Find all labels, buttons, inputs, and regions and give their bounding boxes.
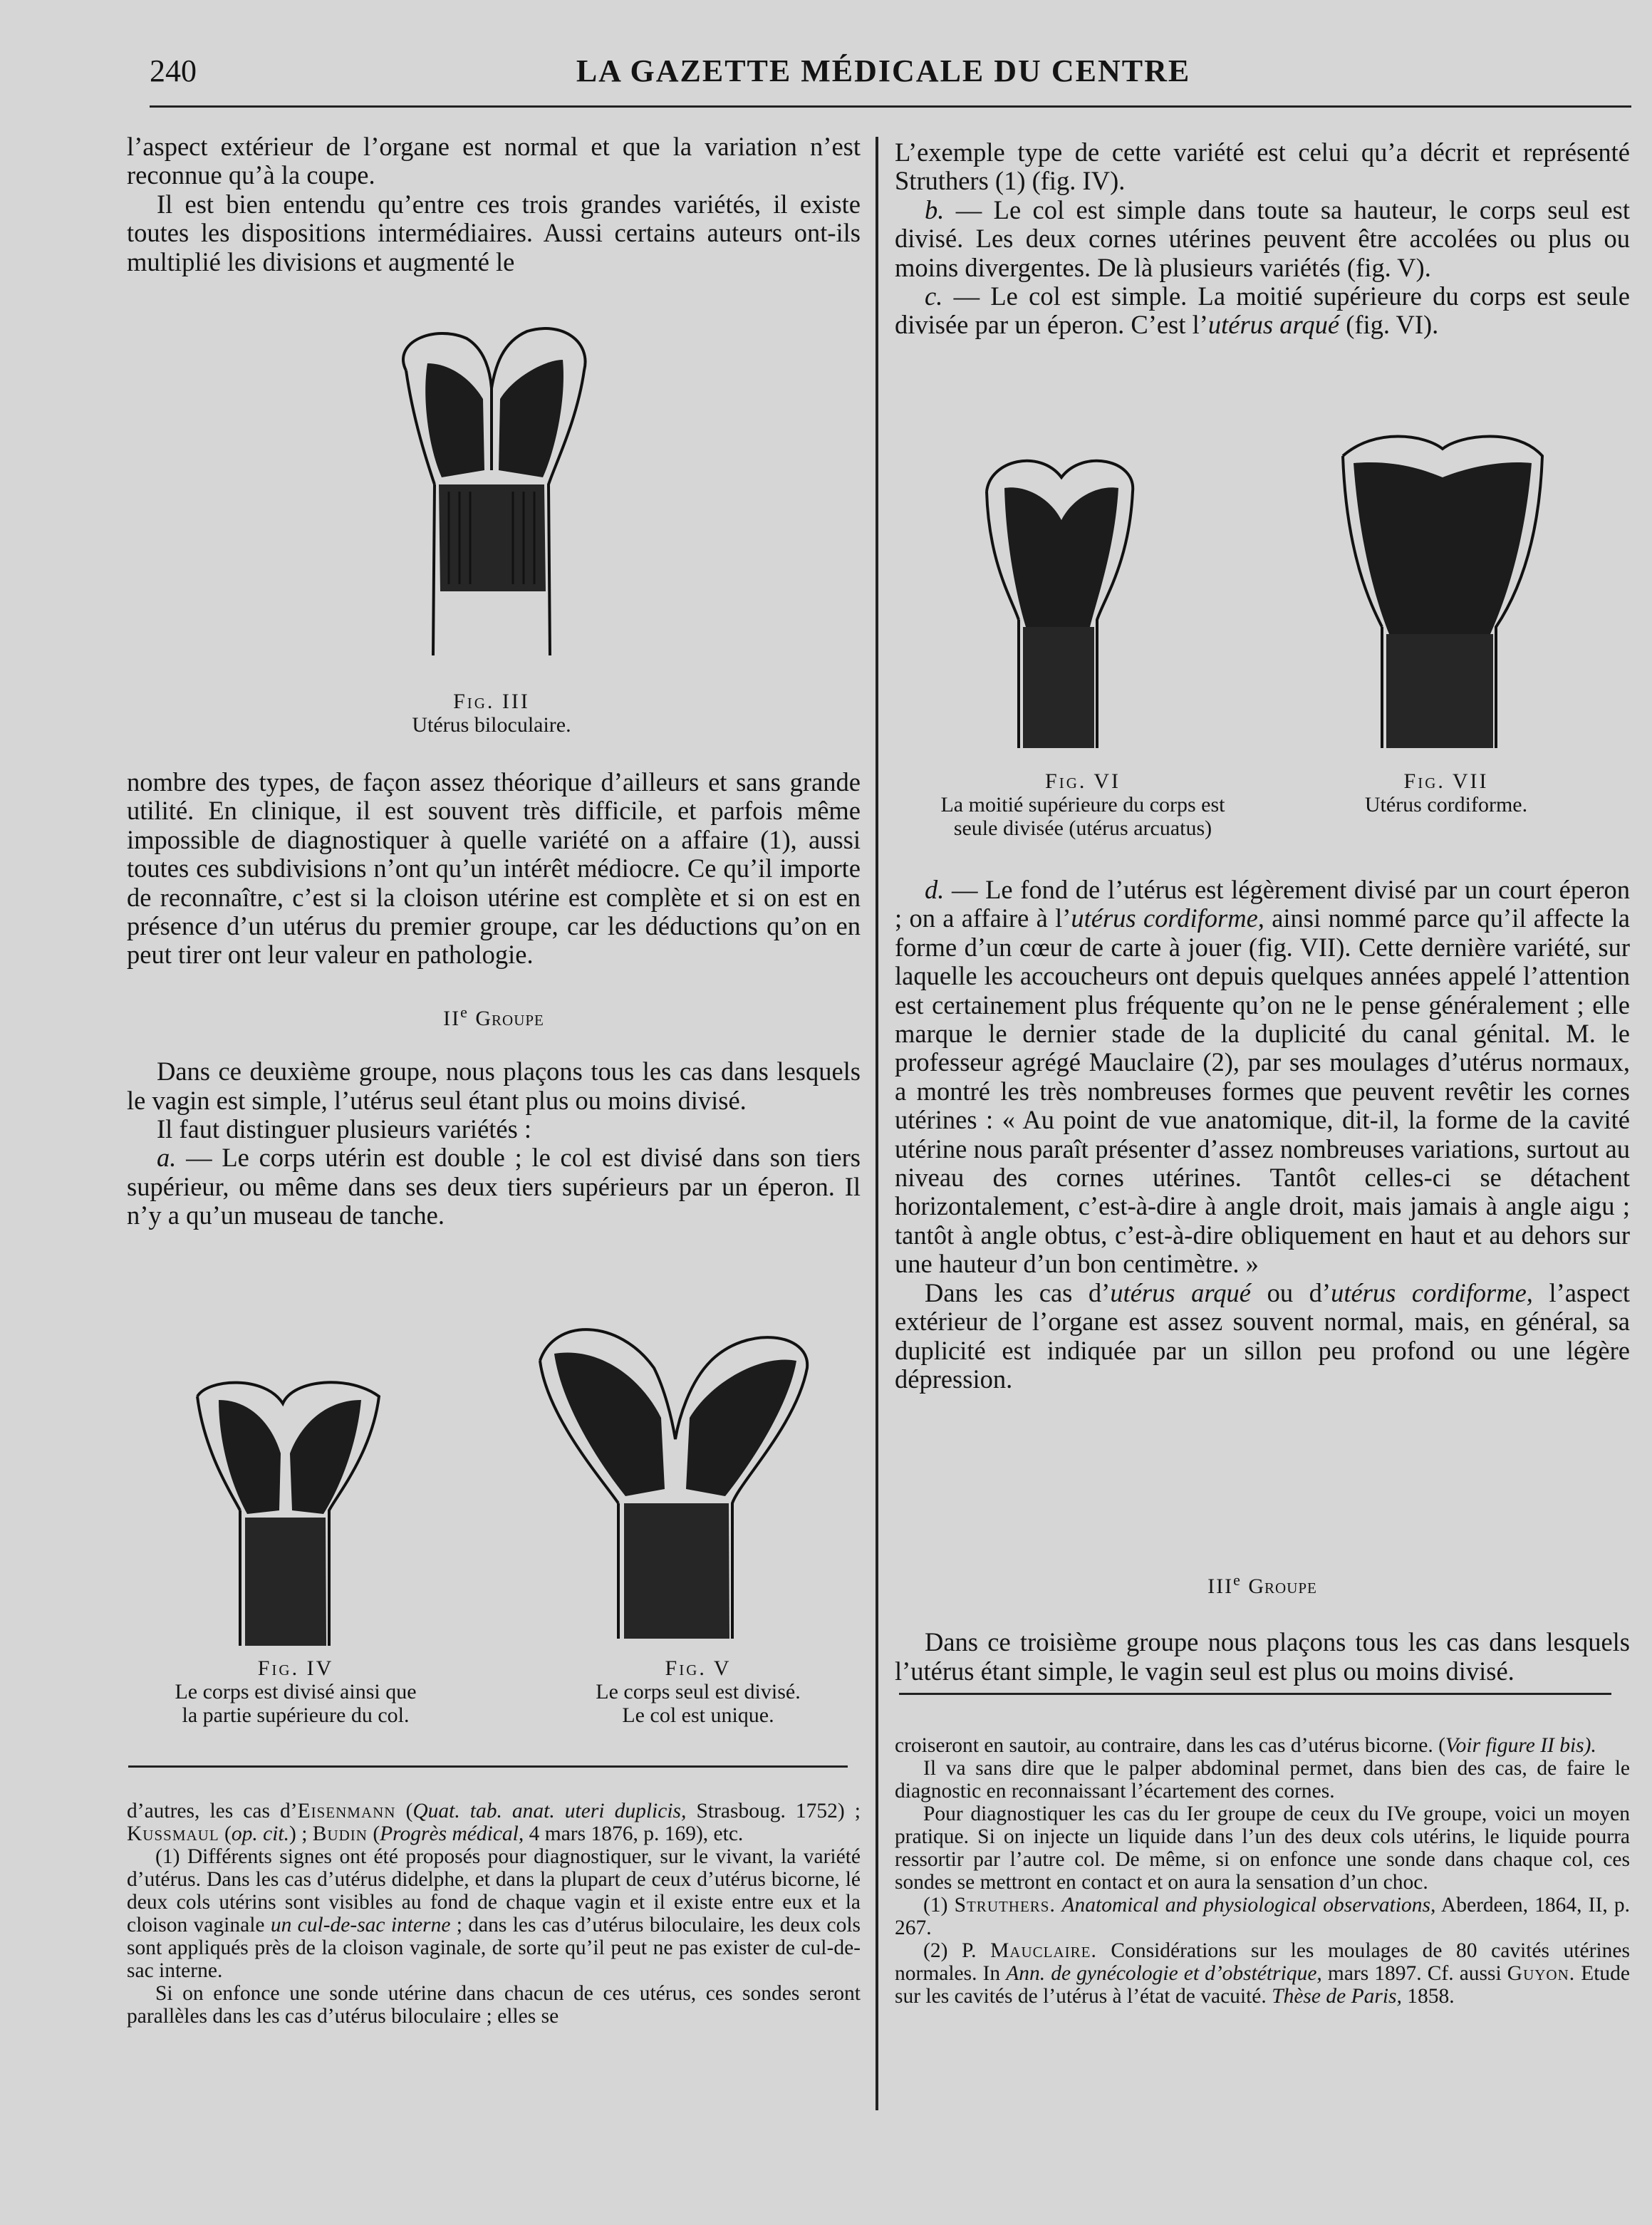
figure-4-caption: Fig. IV Le corps est divisé ainsi que la partie supérieure du col. [175, 1656, 417, 1727]
footnote-text: croiseront en sautoir, au contraire, dans les cas d’utérus bicorne. (Voir figure II bis). [895, 1734, 1596, 1757]
paragraph: b. — Le col est simple dans toute sa hauteur, le corps seul est divisé. Les deux cornes utérines peuvent être accolées ou plus ou moins divergentes. De là plusieurs variétés (fig. V). [895, 195, 1630, 282]
figure-6-caption: Fig. VI La moitié supérieure du corps est seule divisée (utérus arcuatus) [940, 769, 1225, 840]
header-rule [150, 105, 1631, 108]
footnote-text: Si on enfonce une sonde utérine dans chacun de ces utérus, ces sondes seront parallèles dans les cas d’utérus biloculaire ; elles se [127, 1982, 861, 2028]
footnote-mauclaire: (2) P. Mauclaire. Considérations sur les moulages de 80 cavités utérines normales. In Ann. de gynécologie et d’obstétrique, mars 1897. Cf. aussi Guyon. Etude sur les cavités de l’utérus à l’état de vacuité. Thèse de Paris, 1858. [895, 1939, 1631, 2008]
paragraph: Il est bien entendu qu’entre ces trois grandes variétés, il existe toutes les dispositions intermédiaires. Aussi certains auteurs ont-ils multiplié les divisions et augmenté le [127, 189, 861, 276]
paragraph: Dans les cas d’utérus arqué ou d’utérus cordiforme, l’aspect extérieur de l’organe est assez souvent normal, mais, en général, sa duplicité est indiquée par un sillon peu profond ou une légère dépression. [895, 1277, 1630, 1394]
footnotes-right [895, 1734, 1630, 2008]
figure-3-uterus-biloculaire [385, 321, 598, 684]
footnote-1: (1) Différents signes ont été proposés pour diagnostiquer, sur le vivant, la variété d’utérus. Dans les cas d’utérus didelphe, et dans la plupart de ceux d’utérus bicorne, lé deux cols utérins sont visibles au fond de chaque vagin et il existe entre eux et la cloison vaginale un cul-de-sac interne ; dans les cas d’utérus biloculaire, les deux cols sont appliqués près de la cloison vaginale, de sorte qu’il peut ne pas exister de cul-de-sac interne. [127, 1845, 861, 1982]
left-column-mid [127, 768, 861, 1230]
right-column-mid [895, 876, 1630, 1394]
footnotes-left [127, 1800, 861, 2028]
footnote-text: d’autres, les cas d’Eisenmann (Quat. tab. anat. uteri duplicis, Strasboug. 1752) ; Kussmaul (op. cit.) ; Budin (Progrès médical, 4 mars 1876, p. 169), etc. [127, 1800, 861, 1845]
right-column-group3 [895, 1566, 1630, 1686]
page-number: 240 [150, 53, 197, 88]
group-3-title: IIIe Groupe [1207, 1571, 1317, 1598]
right-column-top [895, 138, 1630, 340]
figure-7-caption: Fig. VII Utérus cordiforme. [1364, 769, 1528, 816]
paragraph: nombre des types, de façon assez théorique d’ailleurs et sans grande utilité. En clinique, il est souvent très difficile, et parfois même impossible de diagnostiquer à quelle variété on a affaire (1), aussi toutes ces subdivisions n’ont qu’un intérêt médiocre. Ce qu’il importe de reconnaître, c’est si la cloison utérine est complète et si on est en présence d’un utérus du premier groupe, car les déductions qu’on en peut tirer ont leur valeur en pathologie. [127, 767, 861, 970]
paragraph: a. — Le corps utérin est double ; le col est divisé dans son tiers supérieur, ou même dans ses deux tiers supérieurs par un éperon. Il n’y a qu’un museau de tanche. [127, 1143, 861, 1230]
footnote-rule-left [128, 1765, 848, 1768]
page-header [150, 53, 1617, 95]
figure-6-uterus-arcuatus [976, 449, 1147, 762]
figure-4-uterus [187, 1375, 386, 1660]
paragraph: c. — Le col est simple. La moitié supérieure du corps est seule divisée par un éperon. C’est l’utérus arqué (fig. VI). [895, 281, 1631, 340]
footnote-rule-right [899, 1693, 1611, 1695]
paragraph: Dans ce deuxième groupe, nous plaçons tous les cas dans lesquels le vagin est simple, l’utérus seul étant plus ou moins divisé. [127, 1057, 861, 1115]
figure-3-caption: Fig. III Utérus biloculaire. [412, 690, 571, 737]
left-column-top [127, 133, 861, 276]
paragraph: L’exemple type de cette variété est celui qu’a décrit et représenté Struthers (1) (fig. IV). [895, 138, 1630, 196]
column-rule [876, 137, 878, 2110]
paragraph: Il faut distinguer plusieurs variétés : [157, 1114, 532, 1144]
group-2-title: IIe Groupe [443, 1002, 544, 1030]
footnote-text: Pour diagnostiquer les cas du Ier groupe de ceux du IVe groupe, voici un moyen pratique. Si on injecte un liquide dans l’un des deux cols utérins, le liquide pourra ressortir par l’autre col. De même, si on enfonce une sonde dans chaque col, ces sondes se mettront en contact et on aura la sensation d’un choc. [895, 1803, 1630, 1894]
journal-title: LA GAZETTE MÉDICALE DU CENTRE [576, 53, 1191, 88]
paragraph: l’aspect extérieur de l’organe est normal et que la variation n’est reconnue qu’à la coupe. [127, 132, 861, 190]
figure-5-uterus [526, 1318, 825, 1660]
figure-5-caption: Fig. V Le corps seul est divisé. Le col est unique. [596, 1656, 801, 1727]
paragraph: d. — Le fond de l’utérus est légèrement divisé par un court éperon ; on a affaire à l’utérus cordiforme, ainsi nommé parce qu’il affecte la forme d’un cœur de carte à jouer (fig. VII). Cette dernière variété, sur laquelle les accoucheurs ont depuis quelques années appelé l’attention est certainement plus fréquente qu’on ne le pense généralement ; elle marque le dernier stade de la duplicité du canal génital. M. le professeur agrégé Mauclaire (2), par ses moulages d’utérus normaux, a montré les très nombreuses formes que peuvent revêtir les cornes utérines : « Au point de vue anatomique, dit-il, la forme de la cavité utérine nous paraît présenter d’assez nombreuses variations, surtout au niveau des cornes utérines. Tantôt celles-ci se détachent horizontalement, c’est-à-dire à angle droit, mais jamais à angle aigu ; tantôt à angle obtus, c’est-à-dire obliquement en haut et au dehors sur une hauteur d’un bon centimètre. » [895, 875, 1631, 1279]
footnote-struthers: (1) Struthers. Anatomical and physiological observations, Aberdeen, 1864, II, p. 267. [895, 1894, 1630, 1939]
footnote-text: Il va sans dire que le palper abdominal permet, dans bien des cas, de faire le diagnostic en reconnaissant l’écartement des cornes. [895, 1757, 1630, 1803]
paragraph: Dans ce troisième groupe nous plaçons tous les cas dans lesquels l’utérus étant simple, le vagin seul est plus ou moins divisé. [895, 1627, 1630, 1686]
figure-7-uterus-cordiforme [1332, 427, 1553, 762]
